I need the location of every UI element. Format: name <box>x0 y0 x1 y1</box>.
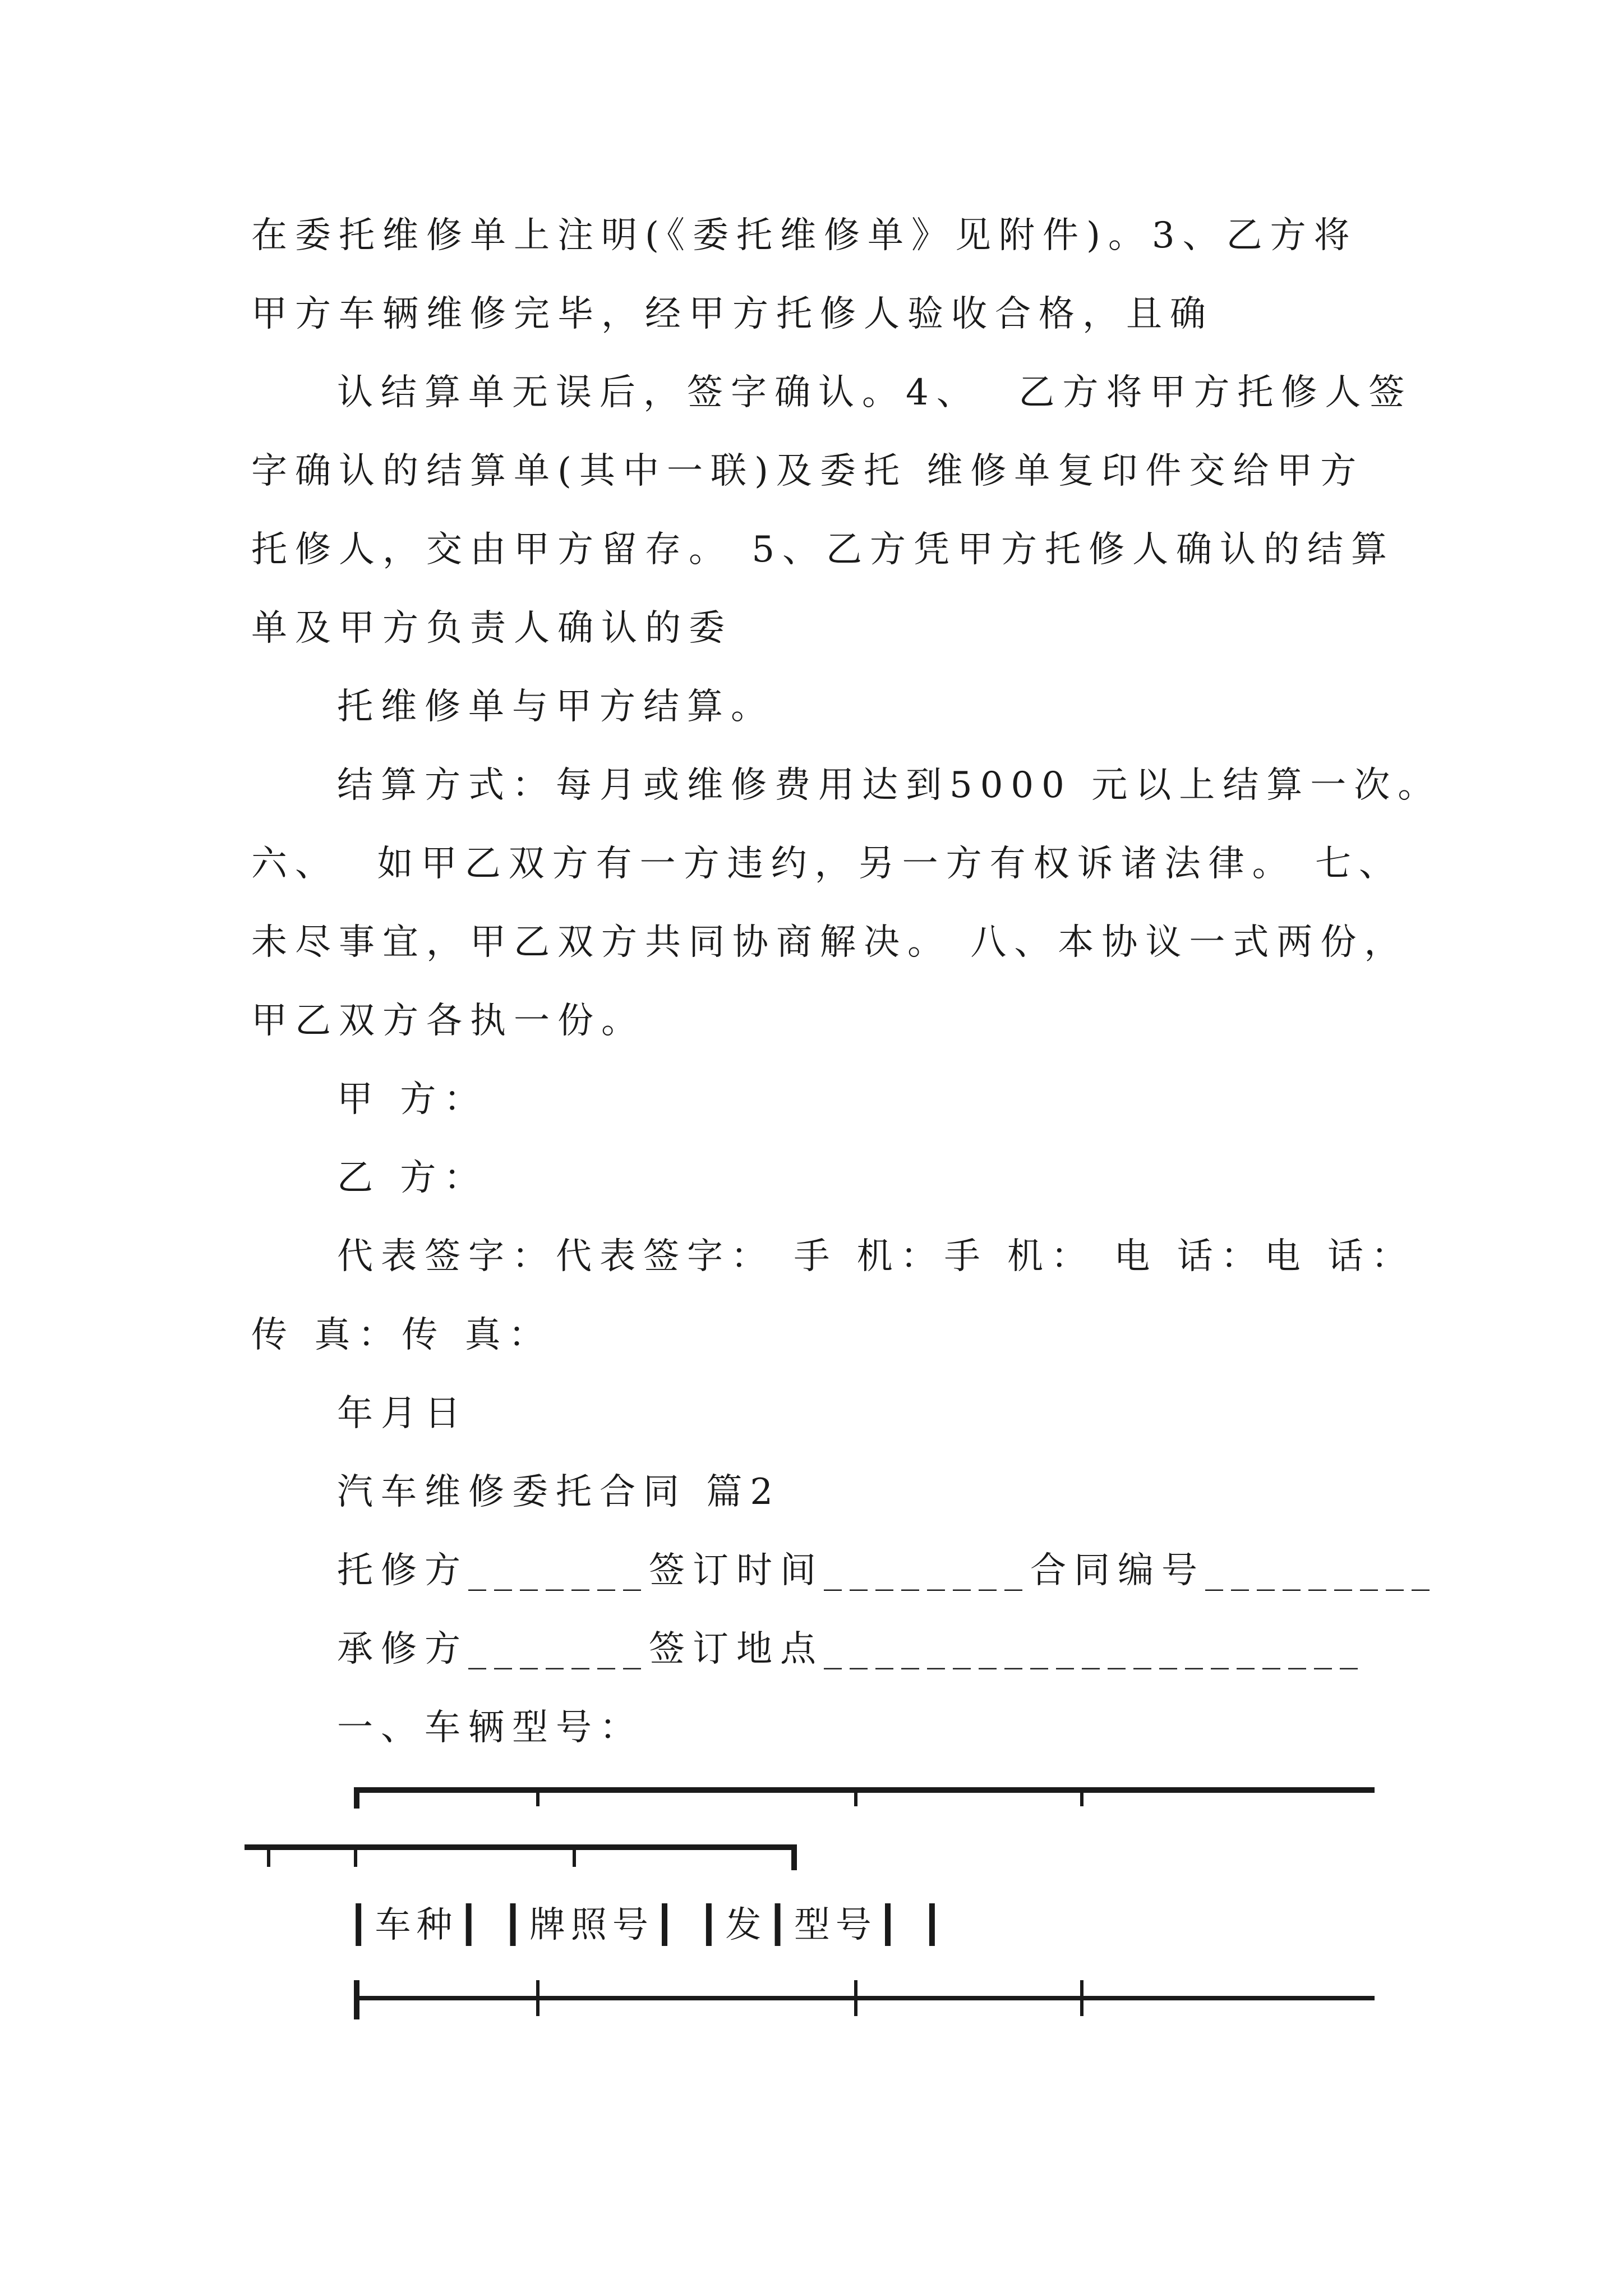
paragraph-line: 单及甲方负责人确认的委 <box>251 608 732 649</box>
paragraph-line: 结算方式：每月或维修费用达到5000 元以上结算一次。 <box>337 765 1442 806</box>
vehicle-model-heading: 一、车辆型号： <box>337 1707 643 1749</box>
paragraph-line: 在委托维修单上注明(《委托维修单》见附件)。3、乙方将 <box>251 215 1358 256</box>
paragraph-line: 未尽事宜，甲乙双方共同协商解决。 八、本协议一式两份， <box>251 922 1408 963</box>
paragraph-line: 甲乙双方各执一份。 <box>251 1000 645 1042</box>
paragraph-line: 六、 如甲乙双方有一方违约，另一方有权诉诸法律。 七、 <box>251 843 1403 885</box>
signature-fields: 代表签字：代表签字： 手 机：手 机： 电 话：电 话： <box>337 1236 1415 1277</box>
paragraph-line: 认结算单无误后，签字确认。4、 乙方将甲方托修人签 <box>337 372 1413 413</box>
section-title: 汽车维修委托合同 篇2 <box>337 1471 781 1513</box>
paragraph-line: 字确认的结算单(其中一联)及委托 维修单复印件交给甲方 <box>251 450 1364 492</box>
paragraph-line: 甲方车辆维修完毕，经甲方托修人验收合格，且确 <box>251 293 1214 335</box>
signature-party-a: 甲 方： <box>337 1079 488 1120</box>
contract-fields-row-2: 承修方_______签订地点_____________________ <box>337 1628 1366 1670</box>
fax-fields: 传 真：传 真： <box>251 1314 552 1356</box>
paragraph-line: 托维修单与甲方结算。 <box>337 686 774 728</box>
paragraph-line: 托修人，交由甲方留存。 5、乙方凭甲方托修人确认的结算 <box>251 529 1395 570</box>
contract-fields-row-1: 托修方_______签订时间________合同编号_________ <box>337 1550 1437 1591</box>
date-field: 年月日 <box>337 1393 468 1434</box>
table-row: ┃车种┃ ┃牌照号┃ ┃发┃型号┃ ┃ <box>348 1904 949 1946</box>
signature-party-b: 乙 方： <box>337 1157 488 1199</box>
